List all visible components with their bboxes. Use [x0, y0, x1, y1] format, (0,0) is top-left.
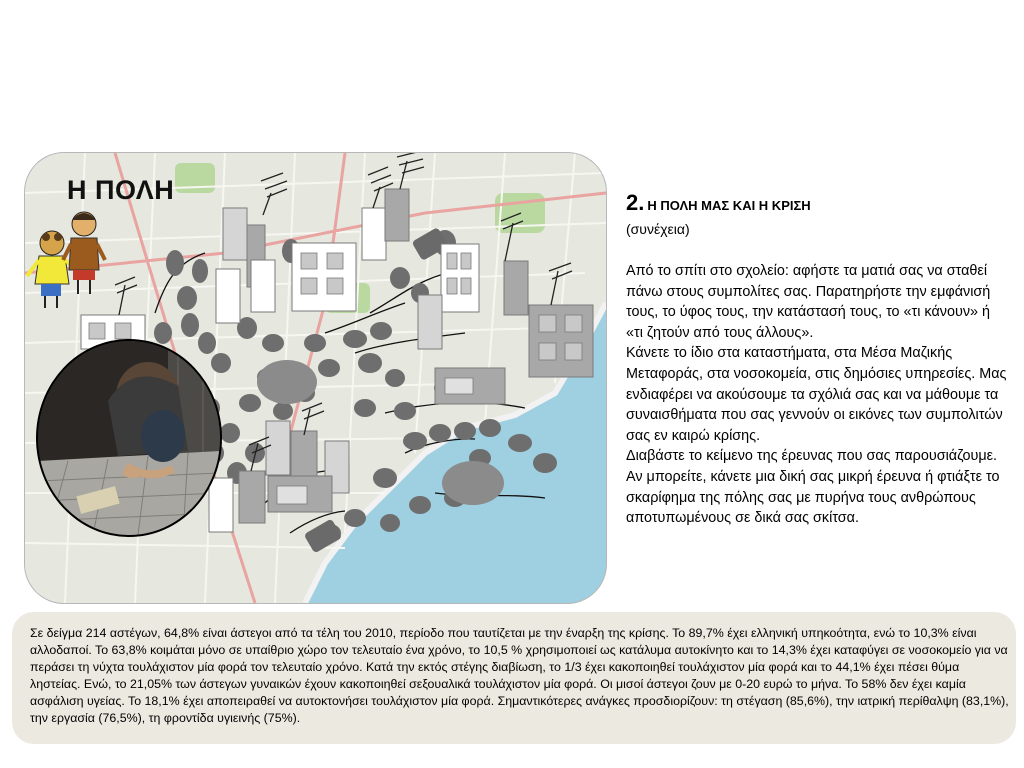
homeless-photo [36, 339, 222, 537]
survey-box [12, 612, 1016, 744]
map-title: Η ΠΟΛΗ [67, 175, 175, 205]
instructions-text [626, 261, 1010, 529]
survey-text: Σε δείγμα 214 αστέγων, 64,8% είναι άστεγοι από τα τέλη του 2010, περίοδο που ταυτίζεται με την έναρξη της κρίσης. Το 89,7% έχει ελληνική υπηκοότητα, ενώ το 10,3% είναι αλλοδαποί. Το 63,8% κοιμάται μόνο σε υπαίθριο χώρο τον τελευταίο ένα χρόνο, το 10,5 % χρησιμοποιεί ως κατάλυμα αυτοκίνητο και το 14,3% έχει καταφύγει σε νοσοκομείο για να περάσει τη νύχτα τουλάχιστον μία φορά τον τελευταίο χρόνο. Κατά την εκτός στέγης διαβίωση, το 1/3 έχει κακοποιηθεί τουλάχιστον μία φορά και το 44,1% έχει πέσει θύμα ληστείας. Ενώ, το 21,05% των άστεγων γυναικών έχουν κακοποιηθεί σεξουαλικά τουλάχιστον μία φορά. Οι μισοί άστεγοι ζουν με 0-20 ευρώ το μήνα. Το 58% δεν έχει καμία ασφάλιση υγείας. Το 18,1% έχει αποπειραθεί να αυτοκτονήσει τουλάχιστον μία φορά. Σημαντικότερες ανάγκες προσδιορίζουν: τη στέγαση (85,6%), την ιατρική περίθαλψη (83,1%), την εργασία (76,5%), τη φροντίδα υγιεινής (75%). [30, 626, 1009, 726]
section-title: Η ΠΟΛΗ ΜΑΣ ΚΑΙ Η ΚΡΙΣΗ [647, 198, 811, 213]
section-number: 2. [626, 190, 645, 215]
paragraph: Διαβάστε το κείμενο της έρευνας που σας παρουσιάζουμε. Αν μπορείτε, κάνετε μια δική σας μικρή έρευνα ή φτιάξτε το σκαρίφημα της πόλης σας με πυρήνα τους ανθρώπους αποτυπωμένους σε δικά σας σκίτσα. [626, 448, 1000, 527]
section-subheading: (συνέχεια) [626, 221, 690, 237]
section-heading [626, 190, 811, 216]
paragraph: Κάνετε το ίδιο στα καταστήματα, στα Μέσα Μαζικής Μεταφοράς, στα νοσοκομεία, στις δημόσιες υπηρεσίες. Μας ενδιαφέρει να ακούσουμε τα σχόλιά σας και να μάθουμε τα συναισθήματα που σας γεννούν οι εικόνες των συμπολιτών σας εν καιρώ κρίσης. [626, 345, 1007, 444]
paragraph: Από το σπίτι στο σχολείο: αφήστε τα ματιά σας να σταθεί πάνω στους συμπολίτες σας. Παρατηρήστε την εμφάνισή τους, το ύφος τους, την κατάστασή τους, το «τι κάνουν» ή «τι ζητούν από τους άλλους». [626, 263, 991, 341]
